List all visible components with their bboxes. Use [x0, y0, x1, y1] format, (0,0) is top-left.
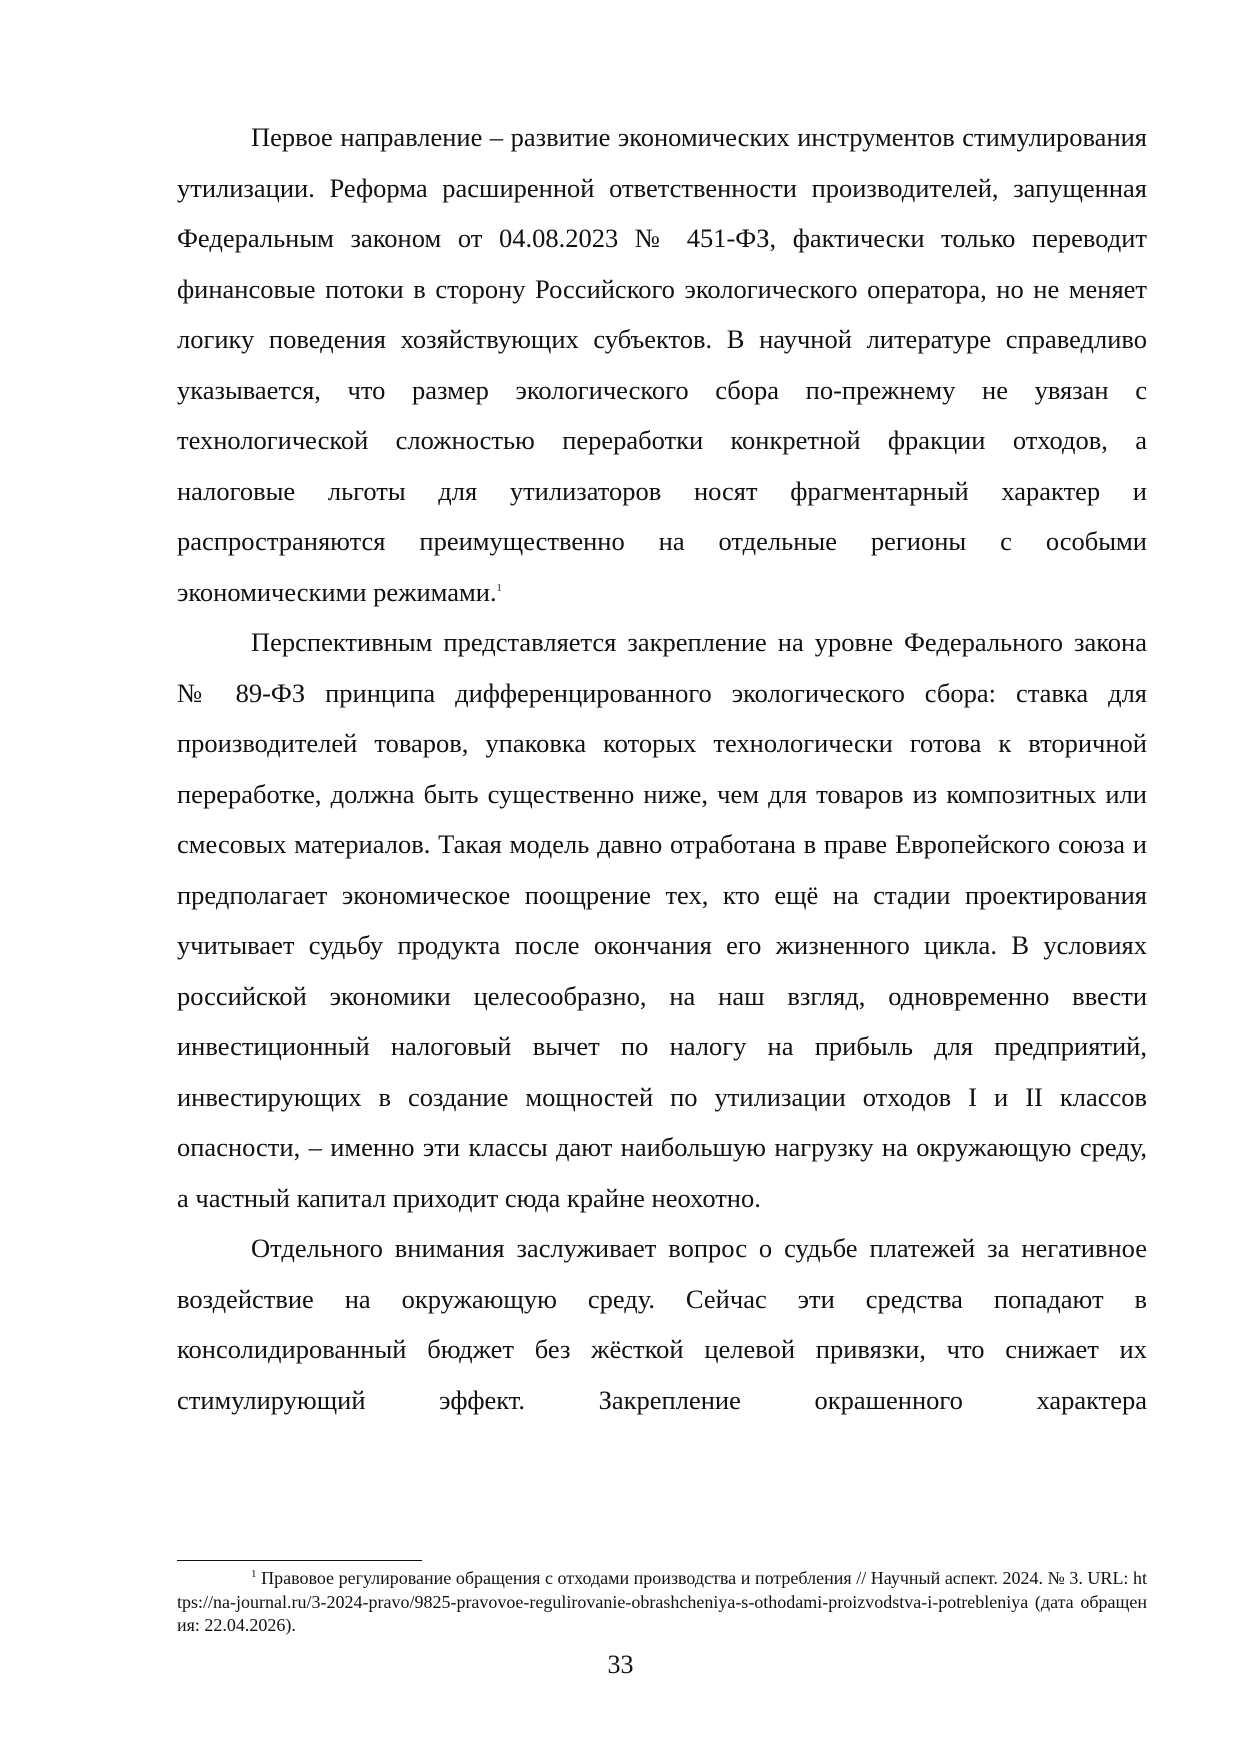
page-number: 33: [607, 1650, 634, 1679]
footnote-reference[interactable]: 1: [496, 582, 502, 594]
paragraph-1-text: Первое направление – развитие экономических инструментов стимулирования утилизации. Реформа расширенной ответственности производителей, запущенная Федеральным законом от 04.08.2023 № 451-ФЗ, фактически только переводит финансовые потоки в сторону Российского экологического оператора, но не меняет логику поведения хозяйствующих субъектов. В научной литературе справедливо указывается, что размер экологического сбора по-прежнему не увязан с технологической сложностью переработки конкретной фракции отходов, а налоговые льготы для утилизаторов носят фрагментарный характер и распространяются преимущественно на отдельные регионы с особыми экономическими режимами.: [177, 122, 1147, 607]
paragraph-3-text: Отдельного внимания заслуживает вопрос о судьбе платежей за негативное воздействие на окружающую среду. Сейчас эти средства попадают в консолидированный бюджет без жёсткой целевой привязки, что снижает их стимулирующий эффект. Закрепление окрашенного характера: [177, 1233, 1147, 1415]
paragraph-3: [177, 1223, 1147, 1425]
footnote-text: Правовое регулирование обращения с отходами производства и потребления // Научный аспект. 2024. № 3. URL: https://na-journal.ru/3-2024-pravo/9825-pravovoe-regulirovanie-obrashcheniya-s-othodami-proizvodstva-i-potrebleniya (дата обращения: 22.04.2026).: [177, 1568, 1147, 1635]
paragraph-1: [177, 112, 1147, 617]
paragraph-2-text: Перспективным представляется закрепление на уровне Федерального закона № 89-ФЗ принципа дифференцированного экологического сбора: ставка для производителей товаров, упаковка которых технологически готова к вторичной переработке, должна быть существенно ниже, чем для товаров из композитных или смесовых материалов. Такая модель давно отработана в праве Европейского союза и предполагает экономическое поощрение тех, кто ещё на стадии проектирования учитывает судьбу продукта после окончания его жизненного цикла. В условиях российской экономики целесообразно, на наш взгляд, одновременно ввести инвестиционный налоговый вычет по налогу на прибыль для предприятий, инвестирующих в создание мощностей по утилизации отходов I и II классов опасности, – именно эти классы дают наибольшую нагрузку на окружающую среду, а частный капитал приходит сюда крайне неохотно.: [177, 627, 1147, 1213]
document-body: [177, 112, 1147, 1425]
paragraph-2: [177, 617, 1147, 1223]
footnote-separator: [177, 1560, 422, 1561]
footnote-number: 1: [251, 1568, 257, 1580]
footnote: [177, 1567, 1147, 1638]
